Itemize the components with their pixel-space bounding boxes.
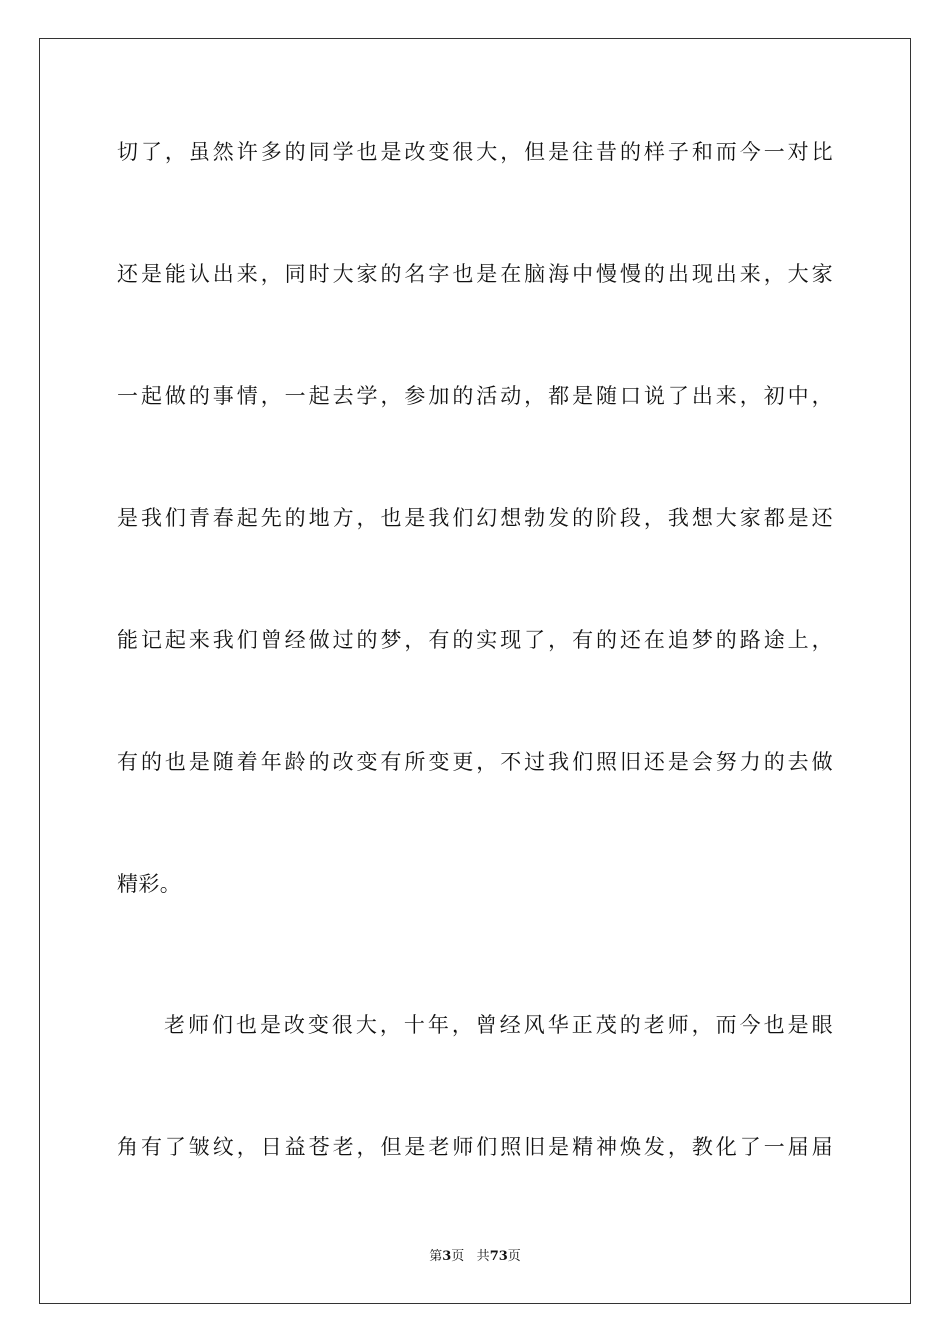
paragraph-line: 老师们也是改变很大，十年，曾经风华正茂的老师，而今也是眼 xyxy=(164,1013,833,1037)
paragraph-line: 是我们青春起先的地方，也是我们幻想勃发的阶段，我想大家都是还 xyxy=(117,506,833,530)
total-pages: 73 xyxy=(489,1249,508,1264)
paragraph-line: 角有了皱纹，日益苍老，但是老师们照旧是精神焕发，教化了一届届 xyxy=(117,1135,833,1159)
paragraph-line: 切了，虽然许多的同学也是改变很大，但是往昔的样子和而今一对比 xyxy=(117,140,833,164)
total-prefix: 共 xyxy=(476,1249,490,1264)
paragraph-line: 一起做的事情，一起去学，参加的活动，都是随口说了出来，初中， xyxy=(117,384,833,408)
page-suffix: 页 xyxy=(451,1249,465,1264)
paragraph-line: 有的也是随着年龄的改变有所变更，不过我们照旧还是会努力的去做 xyxy=(117,750,833,774)
paragraph-line: 精彩。 xyxy=(117,872,182,896)
page-number: 3 xyxy=(442,1249,452,1264)
page-border xyxy=(39,38,911,1304)
paragraph-line: 能记起来我们曾经做过的梦，有的实现了，有的还在追梦的路途上， xyxy=(117,628,833,652)
total-suffix: 页 xyxy=(507,1249,521,1264)
page-footer xyxy=(0,1248,950,1266)
paragraph-line: 还是能认出来，同时大家的名字也是在脑海中慢慢的出现出来，大家 xyxy=(117,262,833,286)
page-prefix: 第 xyxy=(429,1249,443,1264)
